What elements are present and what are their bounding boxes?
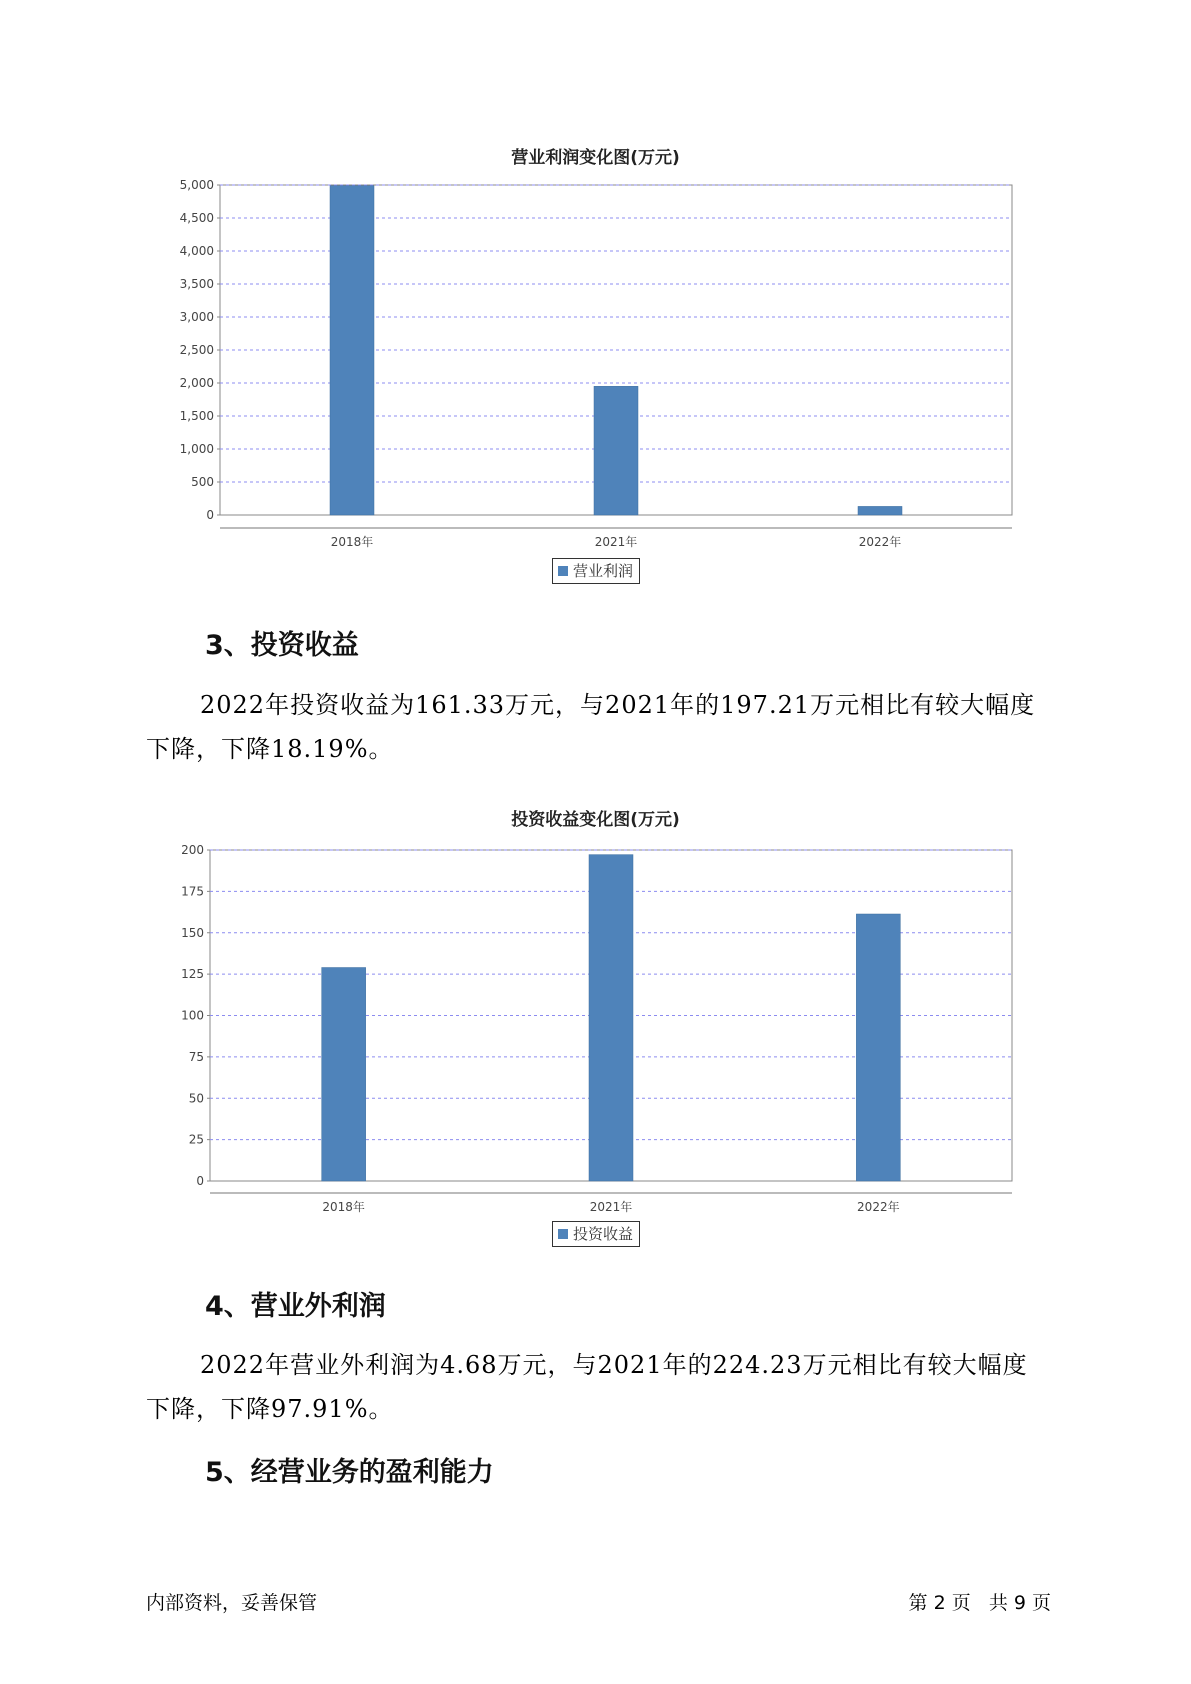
section3-paragraph: 2022年投资收益为161.33万元，与2021年的197.21万元相比有较大幅度下降，下降18.19%。	[146, 691, 1036, 763]
legend-swatch	[558, 1229, 568, 1239]
y-tick-label: 125	[181, 967, 204, 982]
bar	[330, 186, 374, 515]
bar	[322, 968, 366, 1181]
x-tick-label: 2021年	[589, 1200, 633, 1214]
x-tick-label: 2021年	[594, 535, 638, 549]
y-tick-label: 3,000	[179, 310, 214, 324]
chart1-plot	[0, 175, 1191, 560]
y-tick-label: 1,500	[179, 409, 214, 423]
bar	[856, 914, 900, 1181]
y-tick-label: 200	[181, 843, 204, 857]
chart2-title: 投资收益变化图(万元)	[511, 810, 680, 830]
chart1-legend	[552, 558, 640, 584]
bar	[589, 855, 633, 1181]
y-tick-label: 50	[188, 1091, 204, 1106]
section4-paragraph: 2022年营业外利润为4.68万元，与2021年的224.23万元相比有较大幅度下降，下降97.91%。	[146, 1351, 1028, 1423]
y-tick-label: 500	[191, 475, 214, 489]
x-tick-label: 2018年	[322, 1200, 365, 1214]
y-tick-label: 0	[206, 508, 214, 522]
chart1-legend-label: 营业利润	[573, 562, 634, 580]
bar	[594, 386, 638, 515]
y-tick-label: 150	[181, 925, 204, 940]
x-tick-label: 2018年	[330, 535, 374, 549]
y-tick-label: 0	[196, 1174, 204, 1188]
footer-page-number: 第 2 页 共 9 页	[908, 1592, 1051, 1614]
chart2-legend	[552, 1221, 640, 1247]
y-tick-label: 25	[188, 1132, 204, 1147]
y-tick-label: 2,000	[179, 376, 214, 390]
x-tick-label: 2022年	[858, 535, 902, 549]
bar	[858, 506, 902, 515]
y-tick-label: 1,000	[179, 442, 214, 456]
footer-left: 内部资料，妥善保管	[146, 1592, 318, 1614]
chart2-plot	[0, 838, 1191, 1223]
y-tick-label: 4,500	[179, 211, 214, 225]
legend-swatch	[558, 566, 568, 576]
y-tick-label: 75	[188, 1049, 204, 1064]
y-tick-label: 4,000	[179, 244, 214, 258]
chart2-legend-label: 投资收益	[573, 1225, 634, 1243]
x-tick-label: 2022年	[857, 1200, 900, 1214]
y-tick-label: 175	[181, 884, 204, 899]
y-tick-label: 2,500	[179, 343, 214, 357]
y-tick-label: 5,000	[179, 178, 214, 192]
section3-heading: 3、投资收益	[205, 630, 359, 661]
y-tick-label: 100	[181, 1008, 204, 1023]
section4-heading: 4、营业外利润	[205, 1291, 386, 1322]
chart1-title: 营业利润变化图(万元)	[511, 148, 680, 168]
y-tick-label: 3,500	[179, 277, 214, 291]
section5-heading: 5、经营业务的盈利能力	[205, 1457, 494, 1488]
